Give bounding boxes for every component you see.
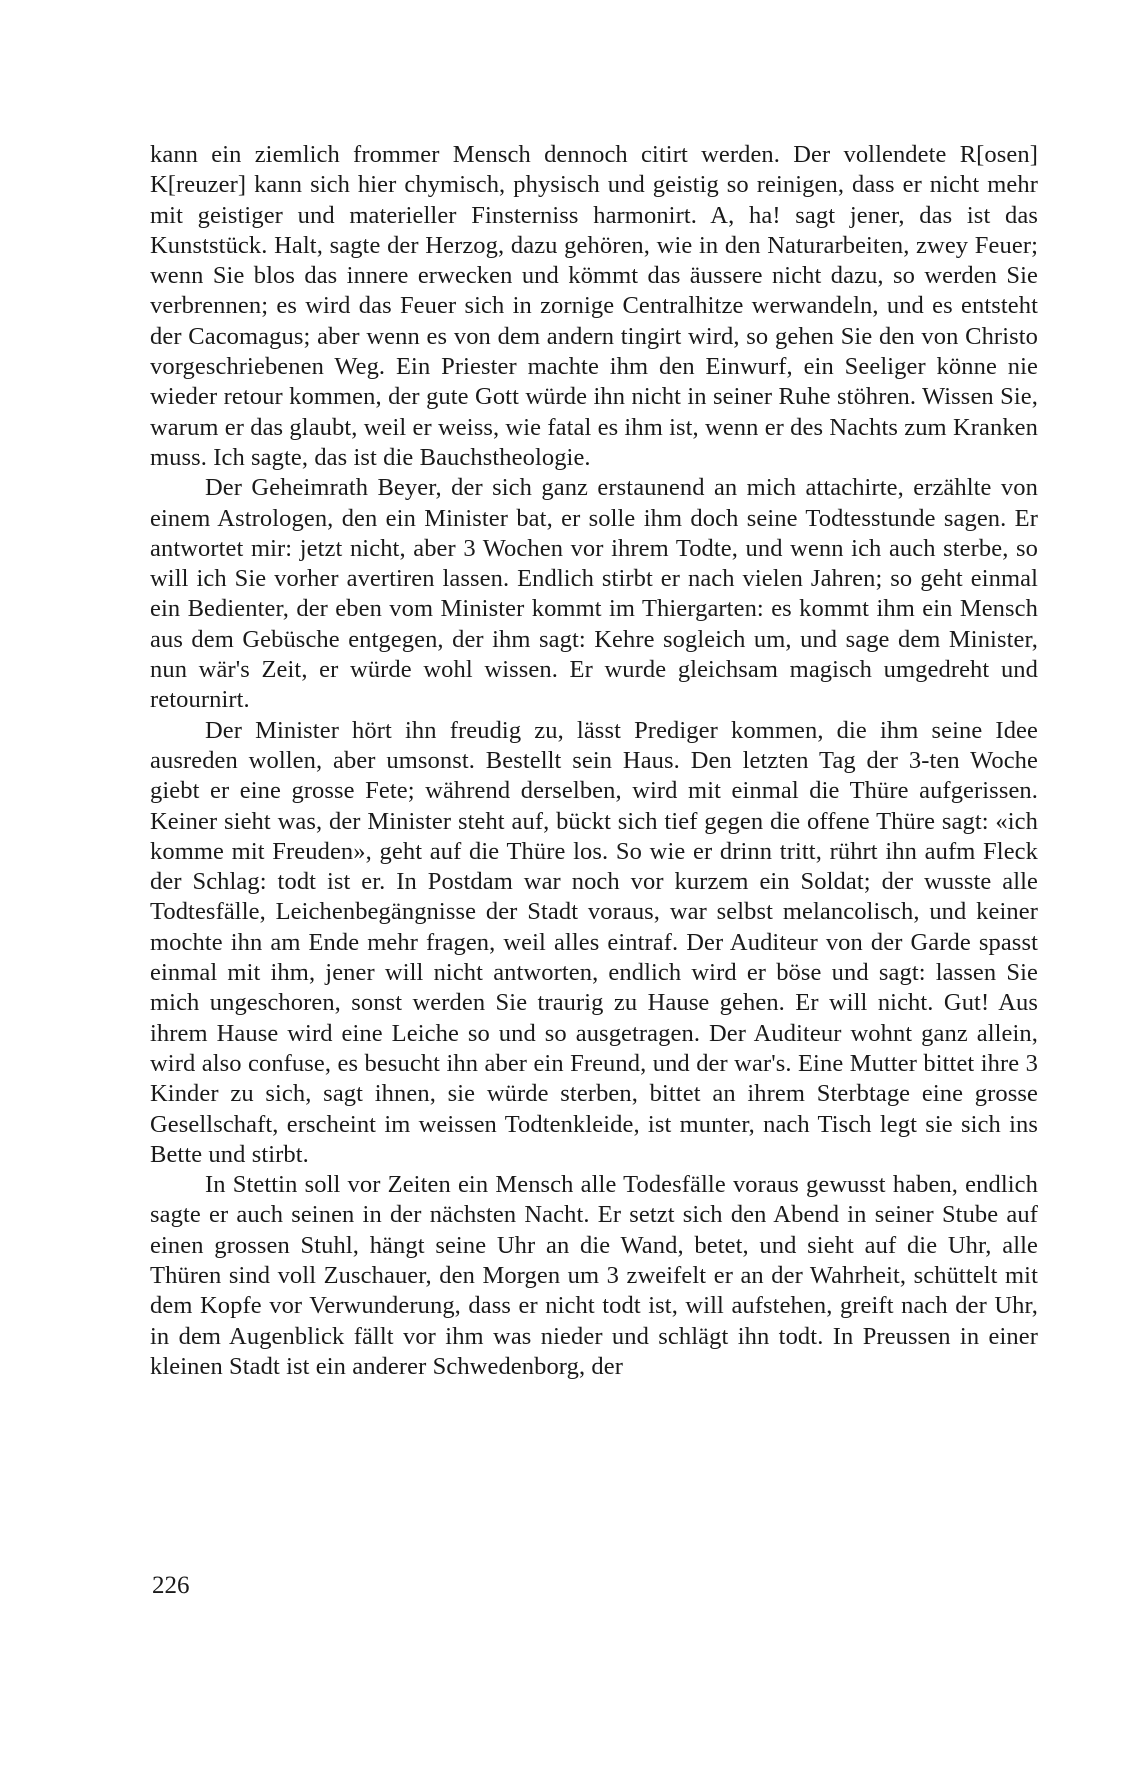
- paragraph-1: kann ein ziemlich frommer Mensch dennoch citirt werden. Der vollendete R[osen] K[reuzer] kann sich hier chymisch, physisch und geistig so reinigen, dass er nicht mehr mit geistiger und materieller Finsterniss harmonirt. A, ha! sagt jener, das ist das Kunststück. Halt, sagte der Herzog, dazu gehören, wie in den Naturarbeiten, zwey Feuer; wenn Sie blos das innere erwecken und kömmt das äussere nicht dazu, so werden Sie verbrennen; es wird das Feuer sich in zornige Centralhitze werwandeln, und es entsteht der Cacomagus; aber wenn es von dem andern tingirt wird, so gehen Sie den von Christo vorgeschriebenen Weg. Ein Priester machte ihm den Einwurf, ein Seeliger könne nie wieder retour kommen, der gute Gott würde ihn nicht in seiner Ruhe stöhren. Wissen Sie, warum er das glaubt, weil er weiss, wie fatal es ihm ist, wenn er des Nachts zum Kranken muss. Ich sagte, das ist die Bauchstheologie.: [150, 141, 1038, 471]
- paragraph-2: Der Geheimrath Beyer, der sich ganz erstaunend an mich attachirte, erzählte von einem Astrologen, den ein Minister bat, er solle ihm doch seine Todtesstunde sagen. Er antwortet mir: jetzt nicht, aber 3 Wochen vor ihrem Todte, und wenn ich auch sterbe, so will ich Sie vorher avertiren lassen. Endlich stirbt er nach vielen Jahren; so geht einmal ein Bedienter, der eben vom Minister kommt im Thiergarten: es kommt ihm ein Mensch aus dem Gebüsche entgegen, der ihm sagt: Kehre sogleich um, und sage dem Minister, nun wär's Zeit, er würde wohl wissen. Er wurde gleichsam magisch umgedreht und retournirt.: [150, 474, 1038, 714]
- body-text: [150, 140, 1038, 1382]
- paragraph-4: In Stettin soll vor Zeiten ein Mensch alle Todesfälle voraus gewusst haben, endlich sagte er auch seinen in der nächsten Nacht. Er setzt sich den Abend in seiner Stube auf einen grossen Stuhl, hängt seine Uhr an die Wand, betet, und sieht auf die Uhr, alle Thüren sind voll Zuschauer, den Morgen um 3 zweifelt er an der Wahrheit, schüttelt mit dem Kopfe vor Verwunderung, dass er nicht todt ist, will aufstehen, greift nach der Uhr, in dem Augenblick fällt vor ihm was nieder und schlägt ihn todt. In Preussen in einer kleinen Stadt ist ein anderer Schwedenborg, der: [150, 1171, 1038, 1380]
- page-number: 226: [152, 1572, 190, 1599]
- paragraph-3: Der Minister hört ihn freudig zu, lässt Prediger kommen, die ihm seine Idee ausreden wollen, aber umsonst. Bestellt sein Haus. Den letzten Tag der 3-ten Woche giebt er eine grosse Fete; während derselben, wird mit einmal die Thüre aufgerissen. Keiner sieht was, der Minister steht auf, bückt sich tief gegen die offene Thüre sagt: «ich komme mit Freuden», geht auf die Thüre los. So wie er drinn tritt, rührt ihn aufm Fleck der Schlag: todt ist er. In Postdam war noch vor kurzem ein Soldat; der wusste alle Todtesfälle, Leichenbegängnisse der Stadt voraus, war selbst melancolisch, und keiner mochte ihn am Ende mehr fragen, weil alles eintraf. Der Auditeur von der Garde spasst einmal mit ihm, jener will nicht antworten, endlich wird er böse und sagt: lassen Sie mich ungeschoren, sonst werden Sie traurig zu Hause gehen. Er will nicht. Gut! Aus ihrem Hause wird eine Leiche so und so ausgetragen. Der Auditeur wohnt ganz allein, wird also confuse, es besucht ihn aber ein Freund, und der war's. Eine Mutter bittet ihre 3 Kinder zu sich, sagt ihnen, sie würde sterben, bittet an ihrem Sterbtage eine grosse Gesellschaft, erscheint im weissen Todtenkleide, ist munter, nach Tisch legt sie sich ins Bette und stirbt.: [150, 716, 1038, 1168]
